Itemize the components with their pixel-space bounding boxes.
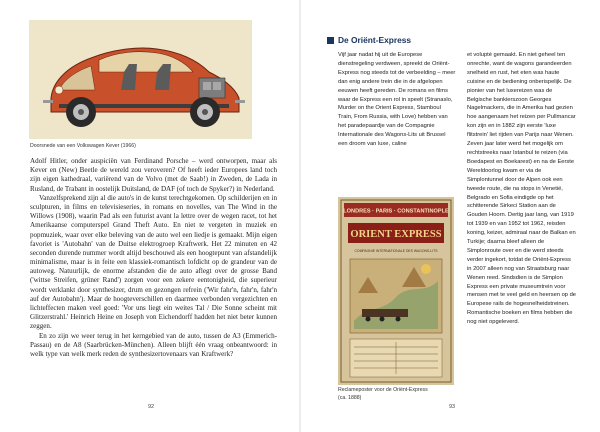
right-column-2 bbox=[467, 51, 576, 327]
poster-top-text: LONDRES · PARIS · CONSTANTINOPLE bbox=[343, 208, 449, 215]
right-page-number: 93 bbox=[449, 404, 456, 410]
right-column-1 bbox=[338, 51, 456, 149]
left-paragraph-2: Vanzelfsprekend zijn al die auto's in de kunst terechtgekomen. Op schilderijen en in sculpturen, in films en televisieseries, in romans en novelles, van The Wind in the Willows (1908), waarin Pad als een futurist avant la lettre over de wegen racet, tot het Amerikaanse computerspel Grand Theft Auto. En niet te vergeten in muziek en popmuziek, waar over elke beleving van de auto wel een liedje is gemaakt. Mijn eigen favoriet is 'Autobahn' van de Duitse elektrogroep Kraftwerk. Het 22 minuten en 42 seconden durende nummer wordt altijd beschouwd als een hoogtepunt van afstandelijk minimalisme, maar is in feite een klassiek-romantisch lofdicht op de grandeur van de autoweg. Natuurlijk, de enorme afstanden die de auto aflegt over de grosse Band ('wittse Streifen, grüner Rand') zorgen voor een zekere eentonigheid, die superieur wordt verklankt door synthesizer, drum en gezongen refrein ('Wir fahr'n, fahr'n, fahr'n auf der Autobahn'). Maar de hoogteverschillen en daarmee verbonden vergezichten en lichteffecten maken veel goed: 'Vor uns liegt ein weites Tal / Die Sonne scheint mit Glitzerstrahl.' Heinrich Heine en Joseph von Eichendorff hadden het niet beter kunnen zeggen. bbox=[30, 193, 277, 331]
car-figure-caption: Doorsnede van een Volkswagen Kever (1966) bbox=[30, 143, 136, 149]
poster-caption-line-1: Reclameposter voor de Oriënt-Express bbox=[338, 387, 428, 393]
left-page-number: 92 bbox=[148, 404, 155, 410]
right-column-2-text: et volupté gemaakt. En niet geheel ten onrechte, want de wagons garandeerden snelheid en rust, het eten was haute cuisine en de bediening onberispelijk. De pionier van het luxereizen was de Belgische bankierszoon Georges Nagelmackers, die in Amerika had gezien hoe aangenaam het reizen per Pullmancar kon zijn en in 1882 zijn eerste 'luxe flitstrein' liet rijden van Parijs naar Wenen. Zeven jaar later werd het mogelijk om rechtstreeks naar Istanbul te reizen (via Boedapest en Boekarest) en na de Eerste Wereldoorlog kwam er via de Simplontunnel door de Alpen ook een tweede route, die na stops in Venetië, Belgrado en Sofia eindigde op het schitterende Sirkeci Station aan de Gouden Hoorn. Dertig jaar lang, van 1919 tot 1939 en van 1952 tot 1962, reisden koning, keizer, admiraal naar de Balkan en Turkije; daarna bleef alleen de Simplonroute over en die werd steeds verder ingekort, totdat de Oriënt-Express in 2007 alleen nog van Straatsburg naar Wenen reed. Sindsdien is de Simplon Express een private museumtrein voor mensen met te veel geld en heersen op de Europese rails de hogesnelheidstreinen. Romantische boeken en films hebben die nog niet opgeleverd. bbox=[467, 52, 577, 326]
poster-drawing bbox=[338, 197, 454, 385]
left-body-text bbox=[30, 157, 277, 359]
poster-caption bbox=[338, 386, 428, 403]
poster-caption-line-2: (ca. 1888) bbox=[338, 395, 362, 402]
car-cutaway-illustration bbox=[29, 20, 252, 139]
poster-brand-text: ORIENT EXPRESS bbox=[350, 229, 442, 240]
left-paragraph-3: En zo zijn we weer terug in het kerngebied van de auto, tussen de A3 (Emmerich-Passau) en de A8 (Saarbrücken-München). Alleen blijft één vraag onbeantwoord: in welk type van welk merk reden de synthesizertovenaars van Kraftwerk? bbox=[30, 331, 277, 358]
section-header bbox=[327, 35, 411, 45]
right-column-1-text: Vijf jaar nadat hij uit de Europese dienstregeling verdween, spreekt de Oriënt-Express nog steeds tot de verbeelding – meer dan enig andere trein die in de afgelopen eeuwen heeft gereden. De romans en films waar de Express een rol in speelt (Stranaslo, Murder on the Orient Express, Stamboul Train, From Russia, with Love) hebben van het paradepaardje van de Compagnie Internationale des Wagons-Lits uit Brussel een droom van luxe, caline bbox=[338, 52, 456, 148]
section-marker-icon bbox=[327, 37, 334, 44]
left-paragraph-1: Adolf Hitler, onder auspiciën van Ferdinand Porsche – werd ontworpen, maar als Kever en (New) Beetle de wereld zou veroveren? Of heeft ieder Europees land toch zijn eigen kathedraal, variërend van de Volvo (met de Saab!) in Zweden, de Lada in Rusland, de Trabant in oostelijk Duitsland, de DAF (of toch de Spyker?) in Nederland. bbox=[30, 157, 277, 193]
section-title: De Oriënt-Express bbox=[338, 35, 412, 45]
poster-sub-text: COMPAGNIE INTERNATIONALE DES WAGONS-LITS bbox=[354, 249, 438, 253]
orient-express-poster bbox=[338, 197, 454, 385]
car-cutaway-drawing bbox=[29, 20, 252, 139]
